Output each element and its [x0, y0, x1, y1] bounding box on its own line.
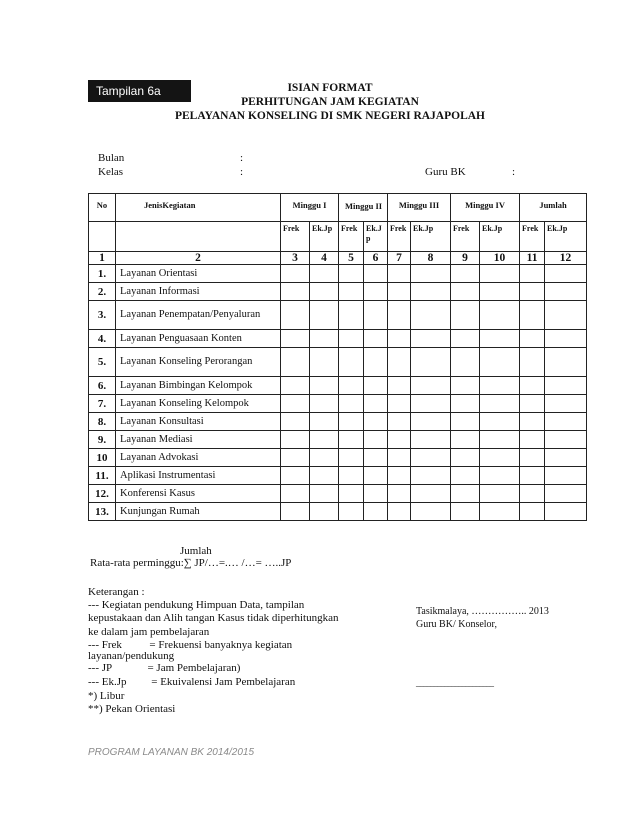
value-cell[interactable] [451, 413, 480, 431]
value-cell[interactable] [310, 413, 339, 431]
jumlah-label: Jumlah [180, 545, 212, 557]
value-cell[interactable] [339, 377, 364, 395]
value-cell[interactable] [339, 265, 364, 283]
row-number: 7. [89, 395, 116, 413]
sub-empty-jenis [116, 222, 281, 252]
activity-table [88, 193, 587, 521]
row-activity-name: Layanan Advokasi [116, 449, 281, 467]
keterangan-line: layanan/pendukung [88, 650, 175, 662]
value-cell[interactable] [545, 503, 587, 521]
value-cell[interactable] [451, 485, 480, 503]
colnum: 4 [310, 252, 339, 265]
table-row [89, 265, 587, 283]
value-cell[interactable] [411, 485, 451, 503]
value-cell[interactable] [281, 377, 310, 395]
value-cell[interactable] [520, 377, 545, 395]
keterangan-line: --- Kegiatan pendukung Himpuan Data, tampilan [88, 599, 305, 611]
table-row [89, 485, 587, 503]
value-cell[interactable] [545, 265, 587, 283]
value-cell[interactable] [480, 449, 520, 467]
value-cell[interactable] [451, 431, 480, 449]
rata-rata: Rata-rata perminggu:∑ JP/…=.… /…= …..JP [90, 557, 292, 569]
value-cell[interactable] [388, 431, 411, 449]
value-cell[interactable] [364, 503, 388, 521]
value-cell[interactable] [364, 395, 388, 413]
value-cell[interactable] [281, 413, 310, 431]
row-activity-name: Aplikasi Instrumentasi [116, 467, 281, 485]
value-cell[interactable] [364, 377, 388, 395]
value-cell[interactable] [310, 449, 339, 467]
value-cell[interactable] [281, 449, 310, 467]
table-row [89, 413, 587, 431]
sub-frek-5: Frek [520, 222, 545, 252]
kelas-colon: : [240, 166, 244, 178]
row-activity-name: Layanan Informasi [116, 283, 281, 301]
row-activity-name: Layanan Konsultasi [116, 413, 281, 431]
row-activity-name: Layanan Konseling Perorangan [116, 348, 281, 377]
sub-ekjp-4: Ek.Jp [480, 222, 520, 252]
sub-frek-4: Frek [451, 222, 480, 252]
bulan-colon: : [240, 152, 244, 164]
value-cell[interactable] [451, 301, 480, 330]
value-cell[interactable] [451, 395, 480, 413]
value-cell[interactable] [281, 485, 310, 503]
value-cell[interactable] [451, 265, 480, 283]
value-cell[interactable] [339, 348, 364, 377]
value-cell[interactable] [339, 503, 364, 521]
sub-empty-no [89, 222, 116, 252]
keterangan-line: **) Pekan Orientasi [88, 703, 176, 715]
value-cell[interactable] [310, 467, 339, 485]
value-cell[interactable] [545, 395, 587, 413]
value-cell[interactable] [520, 348, 545, 377]
value-cell[interactable] [310, 348, 339, 377]
value-cell[interactable] [480, 348, 520, 377]
value-cell[interactable] [451, 348, 480, 377]
value-cell[interactable] [545, 449, 587, 467]
value-cell[interactable] [364, 413, 388, 431]
row-number: 11. [89, 467, 116, 485]
sub-ekjp-1: Ek.Jp [310, 222, 339, 252]
value-cell[interactable] [520, 283, 545, 301]
row-activity-name: Kunjungan Rumah [116, 503, 281, 521]
value-cell[interactable] [388, 395, 411, 413]
value-cell[interactable] [545, 467, 587, 485]
row-number: 6. [89, 377, 116, 395]
value-cell[interactable] [364, 348, 388, 377]
row-number: 12. [89, 485, 116, 503]
header-minggu4: Minggu IV [451, 194, 520, 222]
row-number: 8. [89, 413, 116, 431]
value-cell[interactable] [451, 330, 480, 348]
table-row [89, 467, 587, 485]
row-number: 13. [89, 503, 116, 521]
header-minggu2: Minggu II [339, 194, 388, 222]
value-cell[interactable] [545, 301, 587, 330]
table-row [89, 283, 587, 301]
row-number: 2. [89, 283, 116, 301]
value-cell[interactable] [520, 449, 545, 467]
value-cell[interactable] [339, 467, 364, 485]
colnum: 5 [339, 252, 364, 265]
keterangan-line: --- Frek = Frekuensi banyaknya kegiatan [88, 639, 293, 651]
display-badge: Tampilan 6a [88, 80, 191, 102]
keterangan-line: --- Ek.Jp = Ekuivalensi Jam Pembelajaran [88, 676, 296, 688]
table-row [89, 431, 587, 449]
value-cell[interactable] [388, 348, 411, 377]
row-activity-name: Layanan Penguasaan Konten [116, 330, 281, 348]
value-cell[interactable] [411, 330, 451, 348]
value-cell[interactable] [545, 485, 587, 503]
value-cell[interactable] [520, 467, 545, 485]
table-row [89, 301, 587, 330]
title-line1: ISIAN FORMAT [287, 82, 373, 94]
title-line3: PELAYANAN KONSELING DI SMK NEGERI RAJAPOLAH [174, 110, 486, 122]
value-cell[interactable] [364, 467, 388, 485]
value-cell[interactable] [388, 330, 411, 348]
colnum: 10 [480, 252, 520, 265]
row-activity-name: Layanan Penempatan/Penyaluran [116, 301, 281, 330]
row-number: 5. [89, 348, 116, 377]
value-cell[interactable] [310, 330, 339, 348]
value-cell[interactable] [411, 503, 451, 521]
row-number: 1. [89, 265, 116, 283]
value-cell[interactable] [281, 431, 310, 449]
value-cell[interactable] [310, 485, 339, 503]
value-cell[interactable] [480, 431, 520, 449]
value-cell[interactable] [364, 431, 388, 449]
colnum: 6 [364, 252, 388, 265]
signature-line: ______________________ [416, 678, 493, 688]
row-activity-name: Layanan Konseling Kelompok [116, 395, 281, 413]
value-cell[interactable] [388, 449, 411, 467]
value-cell[interactable] [520, 485, 545, 503]
value-cell[interactable] [281, 330, 310, 348]
colnum: 12 [545, 252, 587, 265]
colnum: 7 [388, 252, 411, 265]
value-cell[interactable] [480, 377, 520, 395]
colnum: 11 [520, 252, 545, 265]
value-cell[interactable] [310, 301, 339, 330]
value-cell[interactable] [310, 503, 339, 521]
sign-role: Guru BK/ Konselor, [416, 619, 497, 630]
value-cell[interactable] [411, 377, 451, 395]
value-cell[interactable] [411, 265, 451, 283]
value-cell[interactable] [310, 377, 339, 395]
value-cell[interactable] [545, 283, 587, 301]
value-cell[interactable] [451, 503, 480, 521]
value-cell[interactable] [281, 301, 310, 330]
value-cell[interactable] [480, 330, 520, 348]
value-cell[interactable] [545, 413, 587, 431]
value-cell[interactable] [451, 467, 480, 485]
row-number: 10 [89, 449, 116, 467]
colnum: 9 [451, 252, 480, 265]
value-cell[interactable] [310, 431, 339, 449]
title-line2: PERHITUNGAN JAM KEGIATAN [241, 96, 419, 108]
value-cell[interactable] [520, 503, 545, 521]
value-cell[interactable] [364, 283, 388, 301]
row-activity-name: Layanan Mediasi [116, 431, 281, 449]
colnum: 2 [116, 252, 281, 265]
value-cell[interactable] [411, 301, 451, 330]
footer-program: PROGRAM LAYANAN BK 2014/2015 [88, 747, 255, 758]
value-cell[interactable] [388, 265, 411, 283]
value-cell[interactable] [339, 283, 364, 301]
value-cell[interactable] [480, 395, 520, 413]
value-cell[interactable] [520, 301, 545, 330]
header-minggu3: Minggu III [388, 194, 451, 222]
value-cell[interactable] [480, 265, 520, 283]
value-cell[interactable] [411, 467, 451, 485]
value-cell[interactable] [339, 449, 364, 467]
value-cell[interactable] [480, 503, 520, 521]
value-cell[interactable] [388, 377, 411, 395]
value-cell[interactable] [388, 485, 411, 503]
table-body [89, 265, 587, 521]
value-cell[interactable] [364, 265, 388, 283]
value-cell[interactable] [545, 348, 587, 377]
value-cell[interactable] [520, 265, 545, 283]
keterangan-title: Keterangan : [88, 586, 145, 598]
value-cell[interactable] [451, 377, 480, 395]
value-cell[interactable] [411, 413, 451, 431]
value-cell[interactable] [480, 413, 520, 431]
value-cell[interactable] [281, 348, 310, 377]
table-row [89, 330, 587, 348]
value-cell[interactable] [520, 413, 545, 431]
value-cell[interactable] [411, 395, 451, 413]
value-cell[interactable] [451, 449, 480, 467]
header-jumlah: Jumlah [520, 194, 587, 222]
value-cell[interactable] [545, 377, 587, 395]
value-cell[interactable] [281, 283, 310, 301]
row-activity-name: Layanan Orientasi [116, 265, 281, 283]
value-cell[interactable] [411, 348, 451, 377]
value-cell[interactable] [281, 265, 310, 283]
value-cell[interactable] [364, 330, 388, 348]
row-number: 4. [89, 330, 116, 348]
table-row [89, 503, 587, 521]
value-cell[interactable] [545, 330, 587, 348]
value-cell[interactable] [520, 330, 545, 348]
sub-ekjp-3: Ek.Jp [411, 222, 451, 252]
value-cell[interactable] [281, 503, 310, 521]
value-cell[interactable] [339, 431, 364, 449]
value-cell[interactable] [310, 395, 339, 413]
kelas-label: Kelas [98, 166, 124, 178]
value-cell[interactable] [339, 485, 364, 503]
colnum: 3 [281, 252, 310, 265]
value-cell[interactable] [339, 330, 364, 348]
colnum: 1 [89, 252, 116, 265]
value-cell[interactable] [480, 283, 520, 301]
value-cell[interactable] [339, 301, 364, 330]
value-cell[interactable] [545, 431, 587, 449]
bulan-label: Bulan [98, 152, 125, 164]
header-jenis: JenisKegiatan [116, 194, 281, 222]
value-cell[interactable] [281, 467, 310, 485]
value-cell[interactable] [364, 301, 388, 330]
value-cell[interactable] [388, 467, 411, 485]
header-minggu1: Minggu I [281, 194, 339, 222]
value-cell[interactable] [480, 301, 520, 330]
value-cell[interactable] [364, 485, 388, 503]
row-number: 3. [89, 301, 116, 330]
value-cell[interactable] [281, 395, 310, 413]
value-cell[interactable] [451, 283, 480, 301]
value-cell[interactable] [411, 431, 451, 449]
sign-place-date: Tasikmalaya, …………….. 2013 [416, 606, 549, 617]
keterangan-line: ke dalam jam pembelajaran [88, 626, 210, 638]
table-row [89, 377, 587, 395]
keterangan-line: --- JP = Jam Pembelajaran) [88, 662, 241, 674]
value-cell[interactable] [388, 301, 411, 330]
guru-colon: : [512, 166, 516, 178]
value-cell[interactable] [339, 413, 364, 431]
header-no: No [89, 194, 116, 222]
sub-ekjp-2: Ek.Jp [364, 222, 388, 252]
table-row [89, 395, 587, 413]
value-cell[interactable] [520, 395, 545, 413]
value-cell[interactable] [339, 395, 364, 413]
value-cell[interactable] [310, 265, 339, 283]
value-cell[interactable] [480, 485, 520, 503]
keterangan-line: kepustakaan dan Alih tangan Kasus tidak diperhitungkan [88, 612, 339, 624]
row-number: 9. [89, 431, 116, 449]
keterangan-line: *) Libur [88, 690, 125, 702]
value-cell[interactable] [388, 503, 411, 521]
value-cell[interactable] [411, 283, 451, 301]
sub-frek-1: Frek [281, 222, 310, 252]
value-cell[interactable] [411, 449, 451, 467]
value-cell[interactable] [520, 431, 545, 449]
row-activity-name: Layanan Bimbingan Kelompok [116, 377, 281, 395]
value-cell[interactable] [480, 467, 520, 485]
value-cell[interactable] [388, 283, 411, 301]
table-row [89, 449, 587, 467]
sub-frek-3: Frek [388, 222, 411, 252]
table-row [89, 348, 587, 377]
colnum: 8 [411, 252, 451, 265]
value-cell[interactable] [364, 449, 388, 467]
guru-label: Guru BK [425, 166, 466, 178]
sub-frek-2: Frek [339, 222, 364, 252]
sub-ekjp-5: Ek.Jp [545, 222, 587, 252]
value-cell[interactable] [388, 413, 411, 431]
row-activity-name: Konferensi Kasus [116, 485, 281, 503]
value-cell[interactable] [310, 283, 339, 301]
